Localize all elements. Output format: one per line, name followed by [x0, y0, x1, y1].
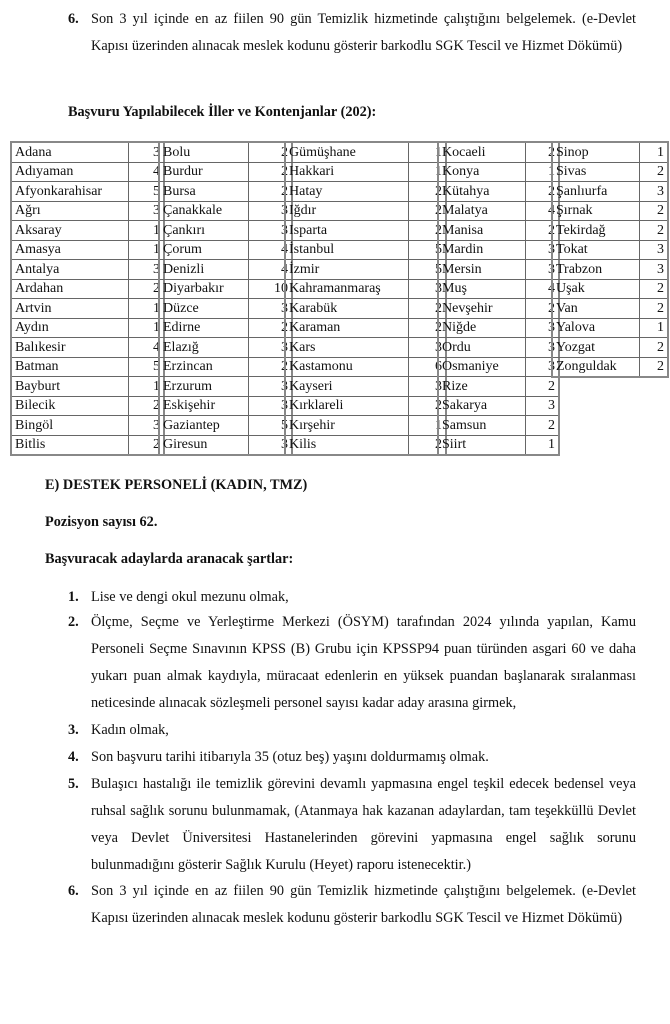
city-quota: 2	[409, 435, 447, 455]
city-name: Balıkesir	[11, 338, 129, 358]
city-name: Aydın	[11, 318, 129, 338]
city-quota: 3	[640, 260, 668, 280]
city-name: Sivas	[552, 162, 640, 182]
city-name: Antalya	[11, 260, 129, 280]
city-name: Samsun	[438, 416, 526, 436]
city-quota: 1	[640, 142, 668, 162]
city-row	[159, 318, 292, 338]
city-quota: 2	[409, 318, 447, 338]
city-row	[11, 240, 164, 260]
city-row	[159, 396, 292, 416]
city-quota: 3	[526, 318, 560, 338]
city-row	[438, 299, 559, 319]
city-quota: 3	[249, 338, 293, 358]
city-row	[285, 377, 446, 397]
city-name: Siirt	[438, 435, 526, 455]
item-number: 1.	[68, 589, 79, 605]
city-row	[11, 338, 164, 358]
item-text: Lise ve dengi okul mezunu olmak,	[91, 589, 289, 605]
city-quota: 3	[526, 260, 560, 280]
city-name: Sakarya	[438, 396, 526, 416]
city-name: Kilis	[285, 435, 409, 455]
city-quota: 2	[640, 299, 668, 319]
city-quota: 10	[249, 279, 293, 299]
requirement-item	[68, 878, 636, 932]
city-name: Mersin	[438, 260, 526, 280]
city-row	[552, 279, 668, 299]
city-row	[11, 142, 164, 162]
city-name: Yozgat	[552, 338, 640, 358]
city-quota: 3	[640, 182, 668, 202]
city-quota: 4	[249, 240, 293, 260]
city-name: Trabzon	[552, 260, 640, 280]
city-row	[552, 182, 668, 202]
city-name: Erzincan	[159, 357, 249, 377]
table-heading: Başvuru Yapılabilecek İller ve Kontenjanlar (202):	[68, 104, 377, 120]
city-row	[552, 142, 668, 162]
city-row	[438, 318, 559, 338]
city-quota: 1	[129, 377, 165, 397]
city-name: Yalova	[552, 318, 640, 338]
city-quota: 3	[249, 377, 293, 397]
city-quota: 4	[526, 201, 560, 221]
city-quota: 2	[409, 201, 447, 221]
city-row	[159, 416, 292, 436]
city-quota: 2	[249, 357, 293, 377]
city-name: Kahramanmaraş	[285, 279, 409, 299]
city-row	[159, 338, 292, 358]
city-row	[285, 299, 446, 319]
city-name: Adıyaman	[11, 162, 129, 182]
item-number: 5.	[68, 776, 79, 792]
city-quota: 3	[129, 416, 165, 436]
city-name: Niğde	[438, 318, 526, 338]
city-row	[552, 240, 668, 260]
item-text: Son 3 yıl içinde en az fiilen 90 gün Temizlik hizmetinde çalıştığını belgelemek. (e-Devlet Kapısı üzerinden alınacak meslek kodunu gösterir barkodlu SGK Tescil ve Hizmet Dökümü)	[91, 883, 636, 926]
city-row	[552, 162, 668, 182]
city-row	[11, 201, 164, 221]
city-name: Şanlıurfa	[552, 182, 640, 202]
city-column-table	[437, 141, 560, 456]
city-name: Kırklareli	[285, 396, 409, 416]
city-row	[552, 201, 668, 221]
city-row	[438, 142, 559, 162]
city-quota: 6	[409, 357, 447, 377]
city-name: Tekirdağ	[552, 221, 640, 241]
city-name: Rize	[438, 377, 526, 397]
city-name: Denizli	[159, 260, 249, 280]
city-row	[285, 142, 446, 162]
city-quota: 4	[526, 279, 560, 299]
city-name: Bayburt	[11, 377, 129, 397]
city-row	[159, 377, 292, 397]
city-quota: 4	[249, 260, 293, 280]
city-quota: 2	[249, 162, 293, 182]
city-quota: 1	[526, 162, 560, 182]
city-name: Van	[552, 299, 640, 319]
city-row	[285, 279, 446, 299]
item-text: Kadın olmak,	[91, 722, 169, 738]
city-name: Gümüşhane	[285, 142, 409, 162]
city-row	[285, 396, 446, 416]
city-name: Adana	[11, 142, 129, 162]
city-row	[285, 162, 446, 182]
item-number: 3.	[68, 722, 79, 738]
city-column-table	[284, 141, 447, 456]
city-quota: 3	[249, 396, 293, 416]
city-quota: 3	[249, 221, 293, 241]
city-quota: 2	[640, 162, 668, 182]
city-name: Çanakkale	[159, 201, 249, 221]
city-row	[11, 162, 164, 182]
city-quota: 1	[409, 142, 447, 162]
city-row	[159, 182, 292, 202]
city-row	[11, 416, 164, 436]
city-row	[552, 260, 668, 280]
requirement-item	[68, 744, 636, 771]
city-name: Malatya	[438, 201, 526, 221]
city-name: Bingöl	[11, 416, 129, 436]
city-quota: 3	[129, 142, 165, 162]
city-row	[285, 338, 446, 358]
item-text: Son 3 yıl içinde en az fiilen 90 gün Temizlik hizmetinde çalıştığını belgelemek. (e-Devlet Kapısı üzerinden alınacak meslek kodunu gösterir barkodlu SGK Tescil ve Hizmet Dökümü)	[91, 11, 636, 54]
city-row	[552, 299, 668, 319]
city-name: Aksaray	[11, 221, 129, 241]
city-row	[285, 221, 446, 241]
city-quota: 3	[526, 338, 560, 358]
section-title: E) DESTEK PERSONELİ (KADIN, TMZ)	[45, 477, 308, 493]
city-row	[11, 435, 164, 455]
city-name: Muş	[438, 279, 526, 299]
city-quota: 3	[129, 260, 165, 280]
city-row	[438, 338, 559, 358]
city-quota: 2	[409, 396, 447, 416]
city-name: Edirne	[159, 318, 249, 338]
city-row	[159, 142, 292, 162]
city-quota: 2	[129, 396, 165, 416]
city-row	[285, 201, 446, 221]
city-row	[285, 318, 446, 338]
city-row	[11, 377, 164, 397]
city-quota: 2	[640, 221, 668, 241]
city-name: Hatay	[285, 182, 409, 202]
city-name: Kütahya	[438, 182, 526, 202]
item-number: 6.	[68, 883, 79, 899]
city-row	[285, 357, 446, 377]
city-column-table	[551, 141, 669, 378]
city-row	[285, 182, 446, 202]
city-row	[438, 416, 559, 436]
city-name: Gaziantep	[159, 416, 249, 436]
city-name: İstanbul	[285, 240, 409, 260]
city-row	[285, 435, 446, 455]
city-quota: 1	[640, 318, 668, 338]
city-name: Hakkari	[285, 162, 409, 182]
city-row	[11, 260, 164, 280]
city-name: Burdur	[159, 162, 249, 182]
city-row	[438, 182, 559, 202]
item-text: Son başvuru tarihi itibarıyla 35 (otuz beş) yaşını doldurmamış olmak.	[91, 749, 489, 765]
city-quota: 2	[526, 142, 560, 162]
city-name: Bolu	[159, 142, 249, 162]
city-name: Kocaeli	[438, 142, 526, 162]
city-row	[159, 221, 292, 241]
city-quota: 2	[249, 182, 293, 202]
city-name: Amasya	[11, 240, 129, 260]
city-row	[438, 162, 559, 182]
requirement-item	[68, 771, 636, 879]
city-quota: 3	[526, 396, 560, 416]
city-column	[158, 141, 293, 456]
city-name: Uşak	[552, 279, 640, 299]
city-quota: 1	[129, 318, 165, 338]
city-name: Kastamonu	[285, 357, 409, 377]
city-name: Ordu	[438, 338, 526, 358]
city-quota: 3	[249, 299, 293, 319]
city-name: Isparta	[285, 221, 409, 241]
city-row	[438, 221, 559, 241]
item-text: Ölçme, Seçme ve Yerleştirme Merkezi (ÖSYM) tarafından 2024 yılında yapılan, Kamu Personeli Seçme Sınavının KPSS (B) Grubu için KPSSP94 puan türünden asgari 60 ve daha yukarı puan almak kaydıyla, müracaat edenlerin en yüksek puandan başlanarak sıralanması neticesinde alınacak sözleşmeli personel sayısı kadar aday arasına girmek,	[91, 614, 636, 711]
city-quota: 2	[526, 182, 560, 202]
requirements-heading: Başvuracak adaylarda aranacak şartlar:	[45, 551, 294, 567]
city-quota: 3	[249, 201, 293, 221]
city-quota: 1	[409, 162, 447, 182]
city-quota: 3	[249, 435, 293, 455]
city-name: İzmir	[285, 260, 409, 280]
city-name: Karaman	[285, 318, 409, 338]
city-row	[552, 221, 668, 241]
city-name: Konya	[438, 162, 526, 182]
city-quota: 3	[640, 240, 668, 260]
city-name: Iğdır	[285, 201, 409, 221]
city-name: Batman	[11, 357, 129, 377]
city-quota: 3	[409, 279, 447, 299]
city-name: Bitlis	[11, 435, 129, 455]
city-name: Kırşehir	[285, 416, 409, 436]
city-quota: 2	[409, 299, 447, 319]
city-column	[551, 141, 669, 378]
city-row	[285, 260, 446, 280]
city-name: Sinop	[552, 142, 640, 162]
item-text: Bulaşıcı hastalığı ile temizlik görevini devamlı yapmasına engel teşkil edecek bedensel veya ruhsal sağlık sorunu bulunmamak, (Atanmaya hak kazanan adaylardan, tam teşekküllü Devlet veya Devlet Üniversitesi Hastanelerinden görevini yapmasına engel sağlık sorunu bulunmadığını gösterir Sağlık Kurulu (Heyet) raporu istenecektir.)	[91, 776, 636, 873]
city-quota: 5	[129, 357, 165, 377]
city-name: Zonguldak	[552, 357, 640, 377]
item-number: 4.	[68, 749, 79, 765]
city-name: Nevşehir	[438, 299, 526, 319]
city-column-table	[10, 141, 165, 456]
city-row	[11, 299, 164, 319]
requirement-item	[68, 717, 636, 744]
city-row	[438, 357, 559, 377]
city-quota: 1	[409, 416, 447, 436]
city-quota: 2	[526, 416, 560, 436]
city-row	[552, 318, 668, 338]
city-name: Giresun	[159, 435, 249, 455]
city-name: Çankırı	[159, 221, 249, 241]
city-name: Şırnak	[552, 201, 640, 221]
city-row	[159, 299, 292, 319]
item-number: 2.	[68, 614, 79, 630]
city-name: Tokat	[552, 240, 640, 260]
city-name: Diyarbakır	[159, 279, 249, 299]
city-name: Eskişehir	[159, 396, 249, 416]
city-name: Elazığ	[159, 338, 249, 358]
city-row	[438, 240, 559, 260]
city-column-table	[158, 141, 293, 456]
city-quota: 2	[249, 142, 293, 162]
city-row	[438, 377, 559, 397]
city-row	[285, 240, 446, 260]
city-column	[10, 141, 165, 456]
city-quota: 1	[129, 221, 165, 241]
city-row	[159, 357, 292, 377]
city-name: Karabük	[285, 299, 409, 319]
city-name: Çorum	[159, 240, 249, 260]
city-row	[159, 162, 292, 182]
city-row	[438, 396, 559, 416]
city-name: Osmaniye	[438, 357, 526, 377]
city-quota: 1	[526, 435, 560, 455]
city-column	[284, 141, 447, 456]
city-row	[159, 260, 292, 280]
city-row	[159, 279, 292, 299]
city-row	[11, 396, 164, 416]
city-row	[11, 318, 164, 338]
city-quota: 2	[640, 279, 668, 299]
city-row	[11, 182, 164, 202]
city-row	[438, 260, 559, 280]
city-quota: 5	[129, 182, 165, 202]
city-quota: 4	[129, 338, 165, 358]
city-name: Ağrı	[11, 201, 129, 221]
city-row	[159, 435, 292, 455]
city-quota: 2	[640, 357, 668, 377]
city-row	[552, 357, 668, 377]
item-number: 6.	[68, 11, 79, 27]
city-name: Bursa	[159, 182, 249, 202]
city-name: Afyonkarahisar	[11, 182, 129, 202]
city-quota: 1	[129, 240, 165, 260]
city-quota: 3	[409, 377, 447, 397]
city-quota: 3	[409, 338, 447, 358]
city-quota-table	[10, 141, 669, 453]
city-name: Düzce	[159, 299, 249, 319]
city-name: Kars	[285, 338, 409, 358]
city-quota: 5	[409, 260, 447, 280]
city-quota: 2	[526, 221, 560, 241]
city-quota: 2	[129, 435, 165, 455]
city-row	[159, 201, 292, 221]
requirement-item	[68, 584, 636, 611]
city-quota: 1	[129, 299, 165, 319]
city-quota: 2	[409, 221, 447, 241]
city-quota: 3	[129, 201, 165, 221]
city-quota: 2	[129, 279, 165, 299]
requirement-item	[68, 609, 636, 717]
city-row	[11, 357, 164, 377]
city-name: Ardahan	[11, 279, 129, 299]
city-row	[159, 240, 292, 260]
city-row	[438, 201, 559, 221]
city-quota: 2	[249, 318, 293, 338]
requirement-item	[68, 6, 636, 60]
city-name: Kayseri	[285, 377, 409, 397]
city-row	[11, 221, 164, 241]
city-row	[552, 338, 668, 358]
city-quota: 2	[640, 338, 668, 358]
city-quota: 3	[526, 240, 560, 260]
city-quota: 3	[526, 357, 560, 377]
city-quota: 5	[249, 416, 293, 436]
city-row	[285, 416, 446, 436]
city-quota: 2	[409, 182, 447, 202]
city-quota: 2	[640, 201, 668, 221]
city-quota: 5	[409, 240, 447, 260]
city-quota: 2	[526, 299, 560, 319]
city-name: Bilecik	[11, 396, 129, 416]
city-row	[438, 435, 559, 455]
city-column	[437, 141, 560, 456]
city-row	[11, 279, 164, 299]
city-quota: 2	[526, 377, 560, 397]
city-quota: 4	[129, 162, 165, 182]
city-name: Artvin	[11, 299, 129, 319]
city-name: Erzurum	[159, 377, 249, 397]
city-row	[438, 279, 559, 299]
city-name: Mardin	[438, 240, 526, 260]
city-name: Manisa	[438, 221, 526, 241]
position-count: Pozisyon sayısı 62.	[45, 514, 158, 530]
